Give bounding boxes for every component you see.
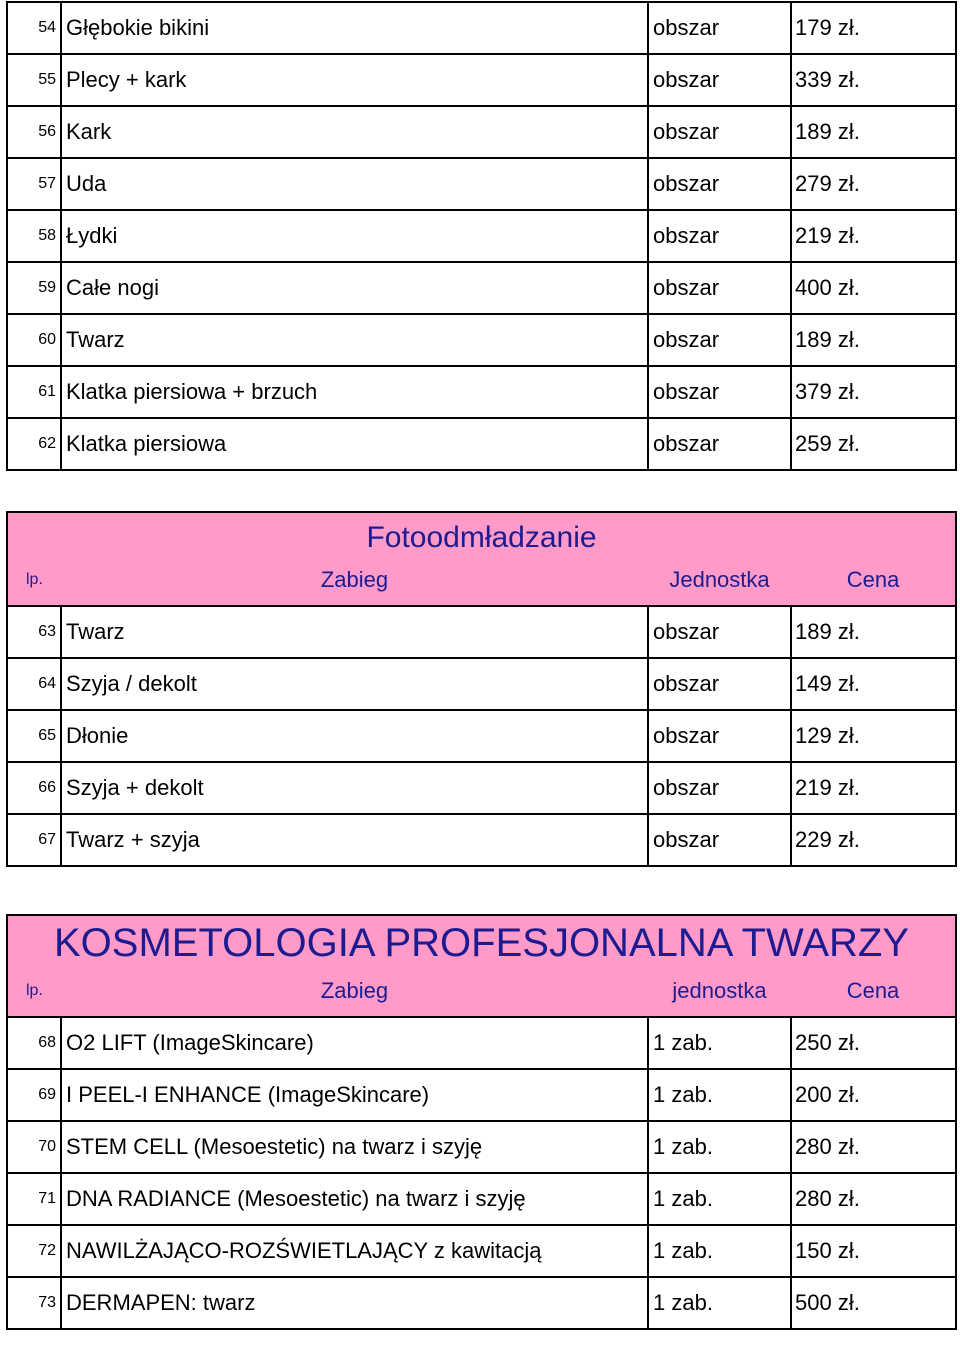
table-row xyxy=(7,158,956,210)
treatment-name: Klatka piersiowa xyxy=(61,418,648,470)
row-number: 61 xyxy=(7,366,61,418)
row-number: 64 xyxy=(7,658,61,710)
treatment-name: DNA RADIANCE (Mesoestetic) na twarz i szyję xyxy=(61,1173,648,1225)
table-row xyxy=(7,1069,956,1121)
price: 229 zł. xyxy=(791,814,956,866)
table-row xyxy=(7,1277,956,1329)
unit: 1 zab. xyxy=(648,1069,791,1121)
unit: obszar xyxy=(648,366,791,418)
column-header-lp: lp. xyxy=(7,555,61,606)
price: 149 zł. xyxy=(791,658,956,710)
unit: obszar xyxy=(648,106,791,158)
row-number: 54 xyxy=(7,2,61,54)
row-number: 63 xyxy=(7,606,61,658)
unit: obszar xyxy=(648,314,791,366)
row-number: 71 xyxy=(7,1173,61,1225)
treatment-name: O2 LIFT (ImageSkincare) xyxy=(61,1017,648,1069)
price: 150 zł. xyxy=(791,1225,956,1277)
row-number: 70 xyxy=(7,1121,61,1173)
section-title-cosmetology: KOSMETOLOGIA PROFESJONALNA TWARZY xyxy=(7,915,956,966)
unit: 1 zab. xyxy=(648,1017,791,1069)
treatment-name: Szyja + dekolt xyxy=(61,762,648,814)
column-header-unit: Jednostka xyxy=(648,555,791,606)
price: 400 zł. xyxy=(791,262,956,314)
treatment-name: Klatka piersiowa + brzuch xyxy=(61,366,648,418)
treatment-name: Uda xyxy=(61,158,648,210)
table-row xyxy=(7,262,956,314)
price: 379 zł. xyxy=(791,366,956,418)
price: 189 zł. xyxy=(791,314,956,366)
row-number: 69 xyxy=(7,1069,61,1121)
row-number: 60 xyxy=(7,314,61,366)
table-row xyxy=(7,1121,956,1173)
row-number: 56 xyxy=(7,106,61,158)
price: 250 zł. xyxy=(791,1017,956,1069)
unit: obszar xyxy=(648,262,791,314)
row-number: 55 xyxy=(7,54,61,106)
treatment-name: Całe nogi xyxy=(61,262,648,314)
treatment-name: Twarz xyxy=(61,314,648,366)
treatment-name: Głębokie bikini xyxy=(61,2,648,54)
unit: 1 zab. xyxy=(648,1121,791,1173)
table-row xyxy=(7,210,956,262)
row-number: 59 xyxy=(7,262,61,314)
unit: obszar xyxy=(648,606,791,658)
price: 189 zł. xyxy=(791,606,956,658)
treatment-name: STEM CELL (Mesoestetic) na twarz i szyję xyxy=(61,1121,648,1173)
unit: obszar xyxy=(648,658,791,710)
unit: 1 zab. xyxy=(648,1225,791,1277)
column-header-treatment: Zabieg xyxy=(61,555,648,606)
table-row xyxy=(7,710,956,762)
price: 280 zł. xyxy=(791,1173,956,1225)
column-header-treatment: Zabieg xyxy=(61,966,648,1017)
row-number: 57 xyxy=(7,158,61,210)
table-row xyxy=(7,1225,956,1277)
table-row xyxy=(7,762,956,814)
price: 200 zł. xyxy=(791,1069,956,1121)
price: 280 zł. xyxy=(791,1121,956,1173)
price-table-photorejuvenation xyxy=(6,511,957,867)
price: 259 zł. xyxy=(791,418,956,470)
price: 500 zł. xyxy=(791,1277,956,1329)
section-title-photorejuvenation: Fotoodmładzanie xyxy=(7,512,956,555)
table-row xyxy=(7,366,956,418)
table-row xyxy=(7,418,956,470)
unit: obszar xyxy=(648,762,791,814)
table-row xyxy=(7,54,956,106)
price: 339 zł. xyxy=(791,54,956,106)
table-row xyxy=(7,658,956,710)
price-table-epilation xyxy=(6,1,957,471)
unit: obszar xyxy=(648,710,791,762)
table-row xyxy=(7,606,956,658)
treatment-name: Plecy + kark xyxy=(61,54,648,106)
treatment-name: Kark xyxy=(61,106,648,158)
table-row xyxy=(7,814,956,866)
price: 219 zł. xyxy=(791,762,956,814)
price: 219 zł. xyxy=(791,210,956,262)
price: 279 zł. xyxy=(791,158,956,210)
treatment-name: Szyja / dekolt xyxy=(61,658,648,710)
column-header-price: Cena xyxy=(791,966,956,1017)
unit: obszar xyxy=(648,158,791,210)
row-number: 58 xyxy=(7,210,61,262)
unit: 1 zab. xyxy=(648,1173,791,1225)
price: 129 zł. xyxy=(791,710,956,762)
row-number: 68 xyxy=(7,1017,61,1069)
table-row xyxy=(7,106,956,158)
unit: obszar xyxy=(648,814,791,866)
price: 179 zł. xyxy=(791,2,956,54)
row-number: 67 xyxy=(7,814,61,866)
unit: obszar xyxy=(648,2,791,54)
row-number: 73 xyxy=(7,1277,61,1329)
treatment-name: Twarz xyxy=(61,606,648,658)
table-row xyxy=(7,2,956,54)
row-number: 72 xyxy=(7,1225,61,1277)
price-table-cosmetology xyxy=(6,914,957,1330)
treatment-name: NAWILŻAJĄCO-ROZŚWIETLAJĄCY z kawitacją xyxy=(61,1225,648,1277)
unit: obszar xyxy=(648,54,791,106)
unit: 1 zab. xyxy=(648,1277,791,1329)
unit: obszar xyxy=(648,418,791,470)
table-row xyxy=(7,314,956,366)
column-header-unit: jednostka xyxy=(648,966,791,1017)
row-number: 65 xyxy=(7,710,61,762)
table-row xyxy=(7,1017,956,1069)
column-header-price: Cena xyxy=(791,555,956,606)
column-header-lp: lp. xyxy=(7,966,61,1017)
price: 189 zł. xyxy=(791,106,956,158)
row-number: 62 xyxy=(7,418,61,470)
treatment-name: Łydki xyxy=(61,210,648,262)
row-number: 66 xyxy=(7,762,61,814)
unit: obszar xyxy=(648,210,791,262)
treatment-name: DERMAPEN: twarz xyxy=(61,1277,648,1329)
treatment-name: I PEEL-I ENHANCE (ImageSkincare) xyxy=(61,1069,648,1121)
table-row xyxy=(7,1173,956,1225)
treatment-name: Twarz + szyja xyxy=(61,814,648,866)
treatment-name: Dłonie xyxy=(61,710,648,762)
